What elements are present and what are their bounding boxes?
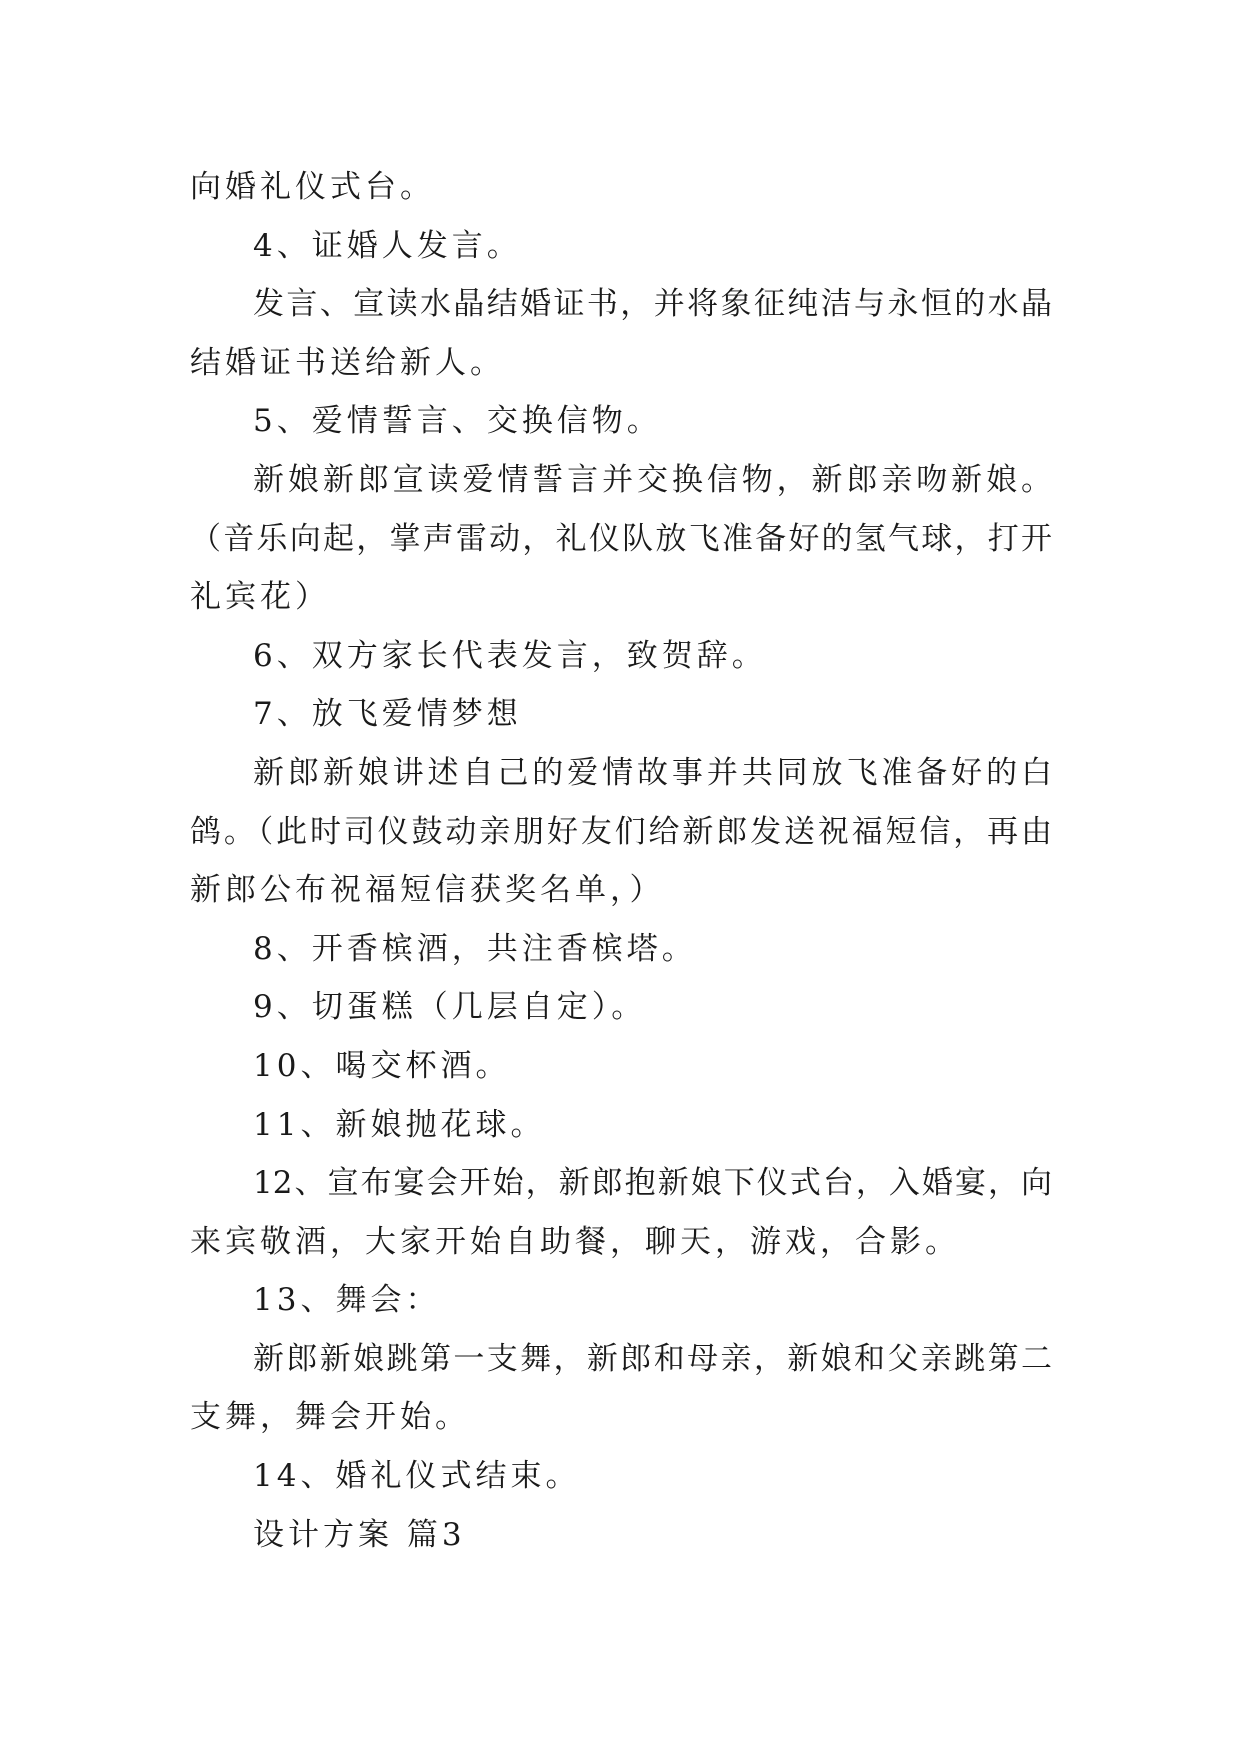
text-line: 7、放飞爱情梦想	[253, 696, 522, 733]
text-line: 5、爱情誓言、交换信物。	[253, 403, 662, 440]
text-line: 4、证婚人发言。	[253, 227, 522, 264]
text-line: 6、双方家长代表发言，致贺辞。	[253, 637, 767, 674]
text-line: 向婚礼仪式台。	[190, 169, 435, 205]
text-line: 12、宣布宴会开始，新郎抱新娘下仪式台，入婚宴，向	[253, 1165, 1052, 1202]
text-line: 结婚证书送给新人。	[190, 344, 505, 381]
section-heading: 设计方案 篇3	[253, 1516, 466, 1553]
text-line: 13、舞会：	[253, 1282, 441, 1319]
text-line: 9、切蛋糕（几层自定）。	[253, 989, 647, 1026]
text-line: 新娘新郎宣读爱情誓言并交换信物，新郎亲吻新娘。	[253, 461, 1052, 498]
text-line: 11、新娘抛花球。	[253, 1106, 546, 1143]
text-line: 新郎公布祝福短信获奖名单，）	[190, 872, 665, 909]
text-line: 来宾敬酒，大家开始自助餐，聊天，游戏，合影。	[190, 1223, 960, 1260]
text-line: 新郎新娘跳第一支舞，新郎和母亲，新娘和父亲跳第二	[253, 1340, 1052, 1377]
text-line: 支舞，舞会开始。	[190, 1399, 470, 1436]
text-line: 发言、宣读水晶结婚证书，并将象征纯洁与永恒的水晶	[253, 286, 1052, 323]
text-line: 10、喝交杯酒。	[253, 1047, 511, 1084]
text-line: 14、婚礼仪式结束。	[253, 1458, 581, 1495]
text-line: 礼宾花）	[190, 579, 330, 616]
text-line: （音乐向起，掌声雷动，礼仪队放飞准备好的氢气球，打开	[190, 520, 1052, 557]
text-line: 新郎新娘讲述自己的爱情故事并共同放飞准备好的白	[253, 754, 1052, 791]
text-line: 8、开香槟酒，共注香槟塔。	[253, 930, 697, 967]
text-line: 鸽。（此时司仪鼓动亲朋好友们给新郎发送祝福短信，再由	[190, 813, 1052, 850]
document-body	[190, 158, 1052, 1564]
